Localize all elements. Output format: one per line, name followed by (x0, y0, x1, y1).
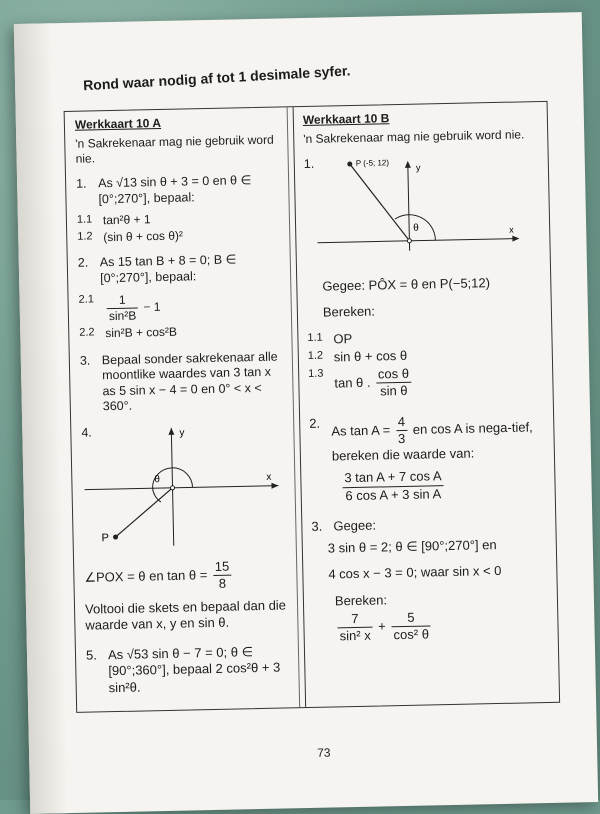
question-b1 (304, 152, 538, 257)
y-label: y (415, 162, 421, 173)
page-number: 73 (316, 745, 331, 760)
p-sketch (316, 152, 528, 254)
pox-sketch (81, 424, 284, 552)
question-a5 (86, 643, 292, 696)
fraction-numerator: 15 (213, 559, 232, 577)
sub-number: 1.1 (76, 213, 93, 227)
question-b3-expression (335, 607, 546, 645)
fraction-denominator: 3 (397, 430, 406, 446)
question-a2-2 (79, 322, 284, 341)
fraction-denominator: sin²B (108, 308, 137, 323)
question-a3 (80, 349, 286, 416)
x-label: x (266, 471, 272, 483)
p-label: P (101, 532, 110, 545)
fraction-denominator: cos² θ (393, 626, 430, 643)
fraction-denominator: sin θ (379, 383, 408, 399)
origin-point (407, 239, 411, 243)
sub-text: tan²θ + 1 (102, 212, 151, 228)
fraction-numerator: 7 (337, 610, 372, 628)
question-number: 4. (81, 425, 92, 440)
question-b3 (311, 514, 543, 535)
question-a1-2 (77, 227, 282, 246)
plus-sign: + (378, 618, 386, 634)
question-b2 (309, 411, 542, 466)
fraction (376, 366, 412, 400)
fraction-numerator: 3 tan A + 7 cos A (342, 468, 444, 487)
y-axis-arrow (168, 428, 174, 435)
origin-point (170, 486, 174, 490)
sub-number: 2.2 (79, 325, 95, 339)
question-b1-1 (307, 327, 539, 348)
sub-text: − 1 (143, 299, 161, 314)
question-a2 (78, 252, 284, 288)
question-number: 2. (309, 415, 321, 431)
question-b3-line1: 3 sin θ = 2; θ ∈ [90°;270°] en (327, 537, 497, 556)
sub-number: 1.1 (307, 331, 323, 344)
question-number: 2. (77, 255, 89, 270)
fraction (337, 610, 373, 644)
sub-text: (sin θ + cos θ)² (103, 228, 184, 245)
textbook-page (14, 12, 598, 814)
question-text: Gegee: (333, 517, 377, 534)
y-label: y (179, 427, 185, 439)
question-text: As √13 sin θ + 3 = 0 en θ ∈ [0°;270°], bepaal: (97, 173, 252, 206)
sub-text: sin²B + cos²B (105, 324, 178, 340)
fraction-denominator: sin² x (339, 627, 371, 644)
x-axis (85, 486, 279, 490)
fraction-numerator: 1 (106, 292, 138, 309)
fraction (342, 468, 444, 504)
question-b3-line2: 4 cos x − 3 = 0; waar sin x < 0 (328, 563, 502, 582)
fraction (391, 609, 431, 643)
sub-number: 1.2 (307, 349, 324, 362)
worksheet-a (75, 113, 292, 702)
y-axis-arrow (405, 161, 411, 168)
fraction-denominator: 8 (218, 575, 227, 592)
question-number: 5. (85, 647, 98, 663)
x-axis-arrow (271, 483, 278, 489)
fraction-numerator: 5 (391, 609, 431, 627)
sub-number: 2.1 (78, 292, 94, 306)
question-number: 3. (79, 353, 91, 368)
worksheet-frame (64, 101, 561, 713)
question-b1-2 (308, 345, 540, 366)
fraction-numerator: cos θ (376, 366, 411, 384)
sub-text: sin θ + cos θ (333, 347, 408, 365)
sub-number: 1.3 (308, 367, 324, 380)
fraction-denominator: 6 cos A + 3 sin A (345, 485, 442, 503)
theta-arc-end (153, 488, 161, 502)
x-axis (317, 239, 517, 243)
page-heading: Rond waar nodig af tot 1 desimale syfer. (82, 62, 351, 94)
question-text: Bepaal sonder sakrekenaar alle moontlike waardes van 3 tan x as 5 sin x − 4 = 0 en 0° < x < 360°. (101, 349, 278, 414)
theta-label: θ (413, 222, 419, 234)
question-b3-bereken: Bereken: (334, 591, 388, 608)
question-a4-text: Voltooi die skets en bepaal dan die waarde van x, y en sin θ. (84, 596, 287, 633)
x-label: x (509, 224, 514, 235)
question-text: en cos A is nega-tief, bereken die waarde van: (331, 418, 533, 464)
question-text: As √53 sin θ − 7 = 0; θ ∈ [90°;360°], bepaal 2 cos²θ + 3 sin²θ. (107, 644, 281, 695)
question-text: As tan A = (331, 421, 391, 439)
question-b2-expression (340, 466, 543, 504)
bereken-b1: Bereken: (322, 303, 376, 320)
worksheet-b-title: Werkkaart 10 B (302, 111, 390, 127)
sub-number: 1.2 (77, 230, 93, 244)
worksheet-a-note: 'n Sakrekenaar mag nie gebruik word nie. (75, 132, 274, 166)
question-a1-1 (77, 210, 282, 229)
question-number: 3. (311, 518, 323, 534)
question-number: 1. (303, 156, 315, 171)
p-label: P (-5; 12) (355, 158, 390, 168)
op-line (350, 163, 410, 242)
worksheet-a-title: Werkkaart 10 A (74, 115, 162, 132)
question-b1-3 (308, 363, 541, 401)
fraction (106, 292, 138, 324)
equation-lhs: ∠POX = θ en tan θ = (84, 567, 208, 585)
fraction (396, 413, 408, 447)
question-text: As 15 tan B + 8 = 0; B ∈ [0°;270°], bepaal: (99, 252, 237, 286)
worksheet-b-note: 'n Sakrekenaar mag nie gebruik word nie. (303, 127, 525, 146)
question-number: 1. (76, 176, 87, 191)
y-axis (408, 163, 410, 251)
sub-text: tan θ . (334, 374, 371, 391)
x-axis-arrow (512, 235, 519, 241)
question-a2-1 (78, 289, 284, 324)
op-line (115, 488, 174, 537)
sub-text: OP (333, 330, 353, 346)
fraction (213, 559, 232, 593)
worksheet-b (303, 108, 546, 645)
question-a4 (81, 421, 289, 553)
given-b1: Gegee: PÔX = θ en P(−5;12) (322, 275, 491, 294)
fraction-numerator: 4 (396, 413, 408, 430)
question-a4-equation (84, 557, 290, 595)
theta-label: θ (154, 474, 161, 486)
question-a1 (76, 172, 282, 208)
